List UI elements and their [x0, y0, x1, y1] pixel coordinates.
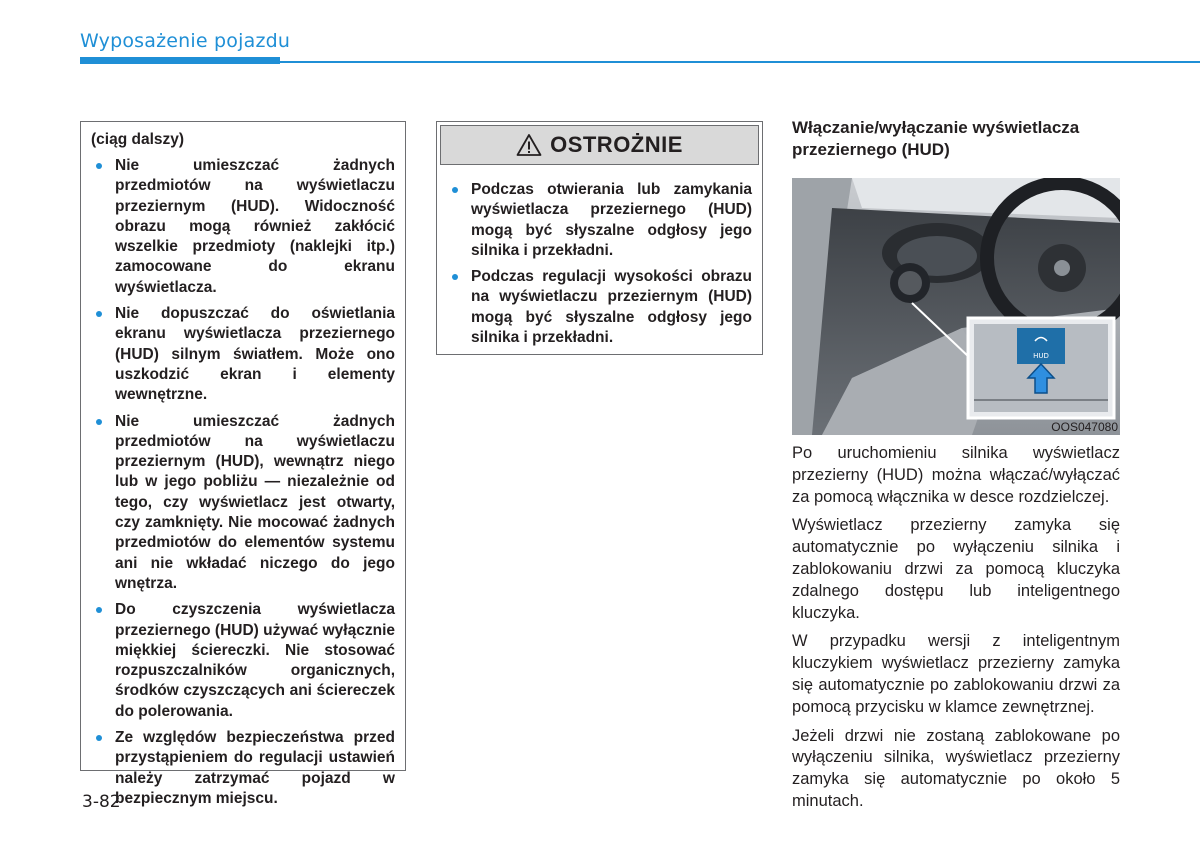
section-title: Wyposażenie pojazdu — [80, 30, 291, 52]
hud-button-label: HUD — [1033, 352, 1049, 360]
continuation-title: (ciąg dalszy) — [91, 131, 185, 148]
list-item: Nie dopuszczać do oświetlania ekranu wyświetlacza przeziernego (HUD) silnym światłem. Może ono uszkodzić ekran i elementy wewnętrzne. — [91, 304, 395, 405]
caution-header — [440, 125, 759, 165]
caution-box — [436, 121, 763, 355]
warning-triangle-icon — [516, 133, 542, 157]
header-accent-bar — [80, 57, 280, 64]
list-item: Nie umieszczać żadnych przedmiotów na wyświetlaczu przeziernym (HUD), wewnątrz niego lub w jego pobliżu — niezależnie od tego, czy wyświetlacz jest otwarty, czy zamknięty. Nie mocować żadnych przedmiotów do elementów systemu ani nie wkładać niczego do jego wnętrza. — [91, 412, 395, 595]
paragraph: Wyświetlacz przezierny zamyka się automatycznie po wyłączeniu silnika i zablokowaniu drzwi za pomocą kluczyka zdalnego dostępu lub inteligentnego kluczyka. — [792, 516, 1120, 622]
caution-list — [437, 168, 762, 348]
section-heading: Włączanie/wyłączanie wyświetlacza przeziernego (HUD) — [792, 118, 1080, 159]
bullet-icon — [452, 274, 458, 280]
list-item: Do czyszczenia wyświetlacza przeziernego (HUD) używać wyłącznie miękkiej ściereczki. Nie stosować rozpuszczalników organicznych, środków czyszczących ani ściereczek do polerowania. — [91, 600, 395, 722]
paragraph: Po uruchomieniu silnika wyświetlacz przezierny (HUD) można włączać/wyłączać za pomocą włącznika w desce rozdzielczej. — [792, 444, 1120, 506]
list-item: Podczas regulacji wysokości obrazu na wyświetlaczu przeziernym (HUD) mogą być słyszalne odgłosy jego silnika i przekładni. — [447, 267, 752, 348]
paragraph: W przypadku wersji z inteligentnym kluczykiem wyświetlacz przezierny zamyka się automatycznie po zablokowaniu drzwi za pomocą przycisku w klamce zewnętrznej. — [792, 632, 1120, 716]
dashboard-illustration — [792, 178, 1120, 435]
caution-label: OSTROŻNIE — [550, 132, 683, 157]
hud-switch-photo — [792, 178, 1120, 435]
page-number: 3-82 — [82, 792, 121, 812]
list-item: Ze względów bezpieczeństwa przed przystąpieniem do regulacji ustawień należy zatrzymać pojazd w bezpiecznym miejscu. — [91, 728, 395, 809]
list-item: Nie umieszczać żadnych przedmiotów na wyświetlaczu przeziernym (HUD). Widoczność obrazu mogą również zakłócić wszelkie przedmioty (naklejki itp.) zamocowane do ekranu wyświetlacza. — [91, 156, 395, 298]
figure-code: OOS047080 — [1051, 420, 1118, 434]
paragraph: Jeżeli drzwi nie zostaną zablokowane po wyłączeniu silnika, wyświetlacz przezierny zamyka się automatycznie po około 5 minutach. — [792, 726, 1120, 810]
bullet-icon — [96, 163, 102, 169]
continuation-list — [91, 156, 395, 809]
bullet-icon — [96, 607, 102, 613]
bullet-icon — [452, 187, 458, 193]
bullet-icon — [96, 735, 102, 741]
bullet-icon — [96, 419, 102, 425]
header-rule — [280, 61, 1200, 63]
list-item: Podczas otwierania lub zamykania wyświetlacza przeziernego (HUD) mogą być słyszalne odgłosy jego silnika i przekładni. — [447, 180, 752, 261]
bullet-icon — [96, 311, 102, 317]
body-text — [792, 443, 1120, 820]
